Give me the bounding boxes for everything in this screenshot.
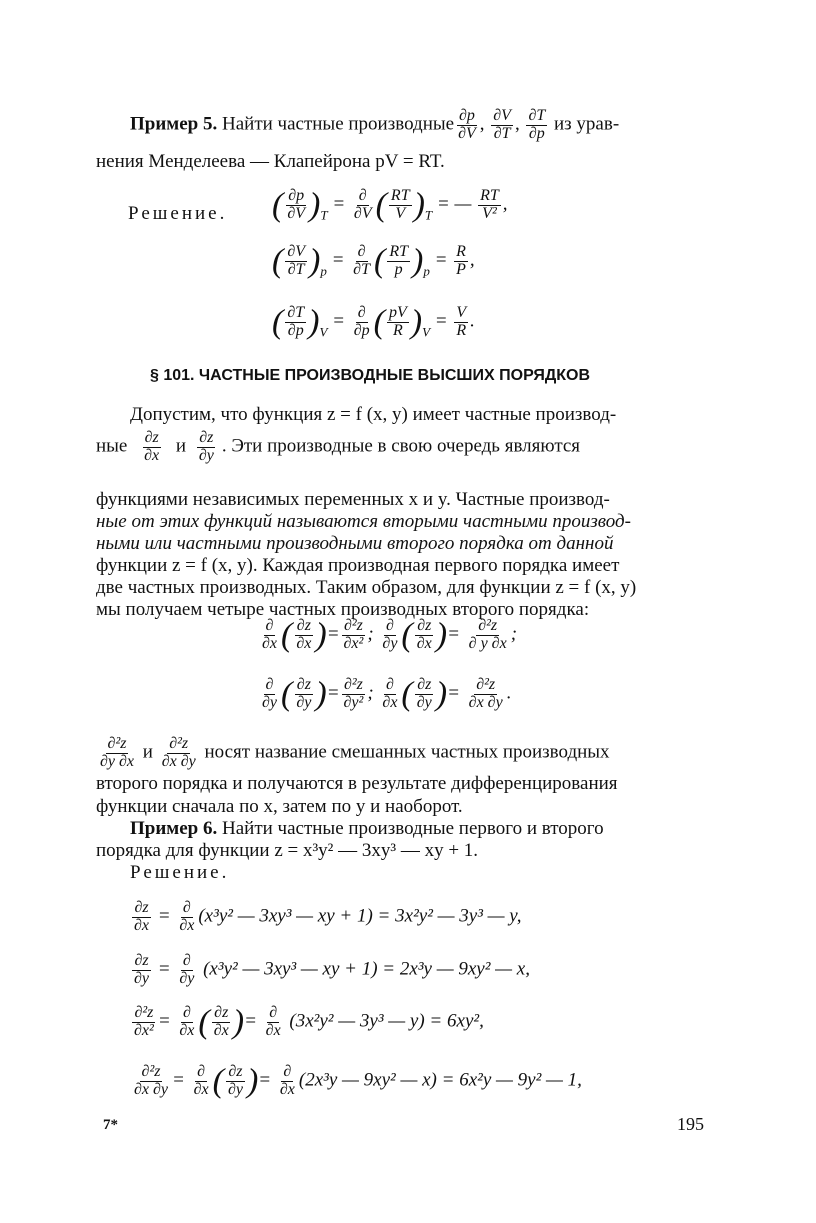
solution-label: Решение. <box>128 203 228 224</box>
para2-line1: $\frac{\text{∂²z}}{\partial y \partial x}$ и $\frac{\text{∂²z}}{\partial x \partial y}$ носят название смешанных частных производных <box>100 735 610 770</box>
second-order-row-1: $\frac{\partial}{\partial x}$ ( $\frac{\partial z}{\partial x}$ )= $\frac{\text{∂²z}}{\text{∂x²}}$ ; $\frac{\partial}{\partial y}$ ( $\frac{\partial z}{\partial x}$ )= $\frac{\text{∂²z}}{\partial y \partial x}$ ; <box>262 616 518 654</box>
equation-dz-dx: $\frac{\partial z}{\partial x}$ = $\frac{\partial}{\partial x}$ (x³y² — 3xy³ — xy + 1) = 3x²y² — 3y³ — y, <box>134 899 522 934</box>
para1-line3: функциями независимых переменных x и y. Частные производ- <box>96 489 610 510</box>
example-label: Пример 5. <box>130 113 218 135</box>
derivative-fraction: $\frac{\partial p}{\partial V}$ <box>458 107 476 142</box>
equation-d2z-dx2: $\frac{\text{∂²z}}{\text{∂x²}}$ = $\frac{\partial}{\partial x}$ ( $\frac{\partial z}{\partial x}$ )= $\frac{\partial}{\partial x}$ (3x²y² — 3y³ — y) = 6xy², <box>134 1003 484 1041</box>
equation-dz-dy: $\frac{\partial z}{\partial y}$ = $\frac{\partial}{\partial y}$ (x³y² — 3xy³ — xy + 1) = 2x³y — 9xy² — x, <box>134 952 530 987</box>
para1-line6: функции z = f (x, y). Каждая производная первого порядка имеет <box>96 555 620 576</box>
section-heading: § 101. ЧАСТНЫЕ ПРОИЗВОДНЫЕ ВЫСШИХ ПОРЯДКОВ <box>150 367 590 384</box>
example-text-end: из урав- <box>554 113 620 135</box>
example6-line2: порядка для функции z = x³y² — 3xy³ — xy + 1. <box>96 840 479 861</box>
solution-equation-2: ( $\frac{\partial V}{\partial T}$ )$_p$ = $\frac{\partial}{\partial T}$ ( $\frac{RT}{p}$ )$_p$ = $\frac{R}{P}$ , <box>272 242 475 280</box>
para1-line7: две частных производных. Таким образом, для функции z = f (x, y) <box>96 577 637 598</box>
second-order-row-2: $\frac{\partial}{\partial y}$ ( $\frac{\partial z}{\partial y}$ )= $\frac{\text{∂²z}}{\text{∂y²}}$ ; $\frac{\partial}{\partial x}$ ( $\frac{\partial z}{\partial y}$ )= $\frac{\text{∂²z}}{\partial x \partial y}$ . <box>262 675 512 713</box>
example6-solution-label: Решение. <box>130 862 230 883</box>
example6-line1: Пример 6. Найти частные производные первого и второго <box>130 818 604 839</box>
example-label: Пример 6. <box>130 818 218 839</box>
page-number: 195 <box>677 1114 704 1134</box>
example5-line2: нения Менделеева — Клапейрона pV = RT. <box>96 151 445 172</box>
signature-mark: 7* <box>103 1117 118 1133</box>
solution-equation-1: ( $\frac{\partial p}{\partial V}$ )$_T$ = $\frac{\partial}{\partial V}$ ( $\frac{RT}{V}$ )$_T$ = — $\frac{RT}{\text{V²}}$ , <box>272 186 508 224</box>
para1-line8: мы получаем четыре частных производных второго порядка: <box>96 599 590 620</box>
para1-line5: ными или частными производными второго порядка от данной <box>96 533 614 554</box>
derivative-fraction: $\frac{\partial V}{\partial T}$ <box>493 107 511 142</box>
para2-line3: функции сначала по x, затем по y и наоборот. <box>96 796 463 817</box>
para1-line4: ные от этих функций называются вторыми частными производ- <box>96 511 631 532</box>
example-text: Найти частные производные <box>222 113 455 135</box>
para2-line2: второго порядка и получаются в результате дифференцирования <box>96 773 618 794</box>
para1-line1: Допустим, что функция z = f (x, y) имеет частные производ- <box>130 404 617 425</box>
para1-line2: ные $\frac{\partial z}{\partial x}$ и $\frac{\partial z}{\partial y}$ . Эти производные в свою очередь являются <box>96 429 581 464</box>
equation-d2z-dxdy: $\frac{\text{∂²z}}{\partial x \partial y}$ = $\frac{\partial}{\partial x}$ ( $\frac{\partial z}{\partial y}$ )= $\frac{\partial}{\partial x}$ (2x³y — 9xy² — x) = 6x²y — 9y² — 1, <box>134 1062 582 1100</box>
example5-line1: Пример 5. Найти частные производные $\frac{\partial p}{\partial V}$ , $\frac{\partial V}{\partial T}$ , $\frac{\partial T}{\partial p}$ из урав- <box>130 107 620 142</box>
derivative-fraction: $\frac{\partial T}{\partial p}$ <box>528 107 546 142</box>
solution-equation-3: ( $\frac{\partial T}{\partial p}$ )$_V$ = $\frac{\partial}{\partial p}$ ( $\frac{pV}{R}$ )$_V$ = $\frac{V}{R}$ . <box>272 303 475 341</box>
